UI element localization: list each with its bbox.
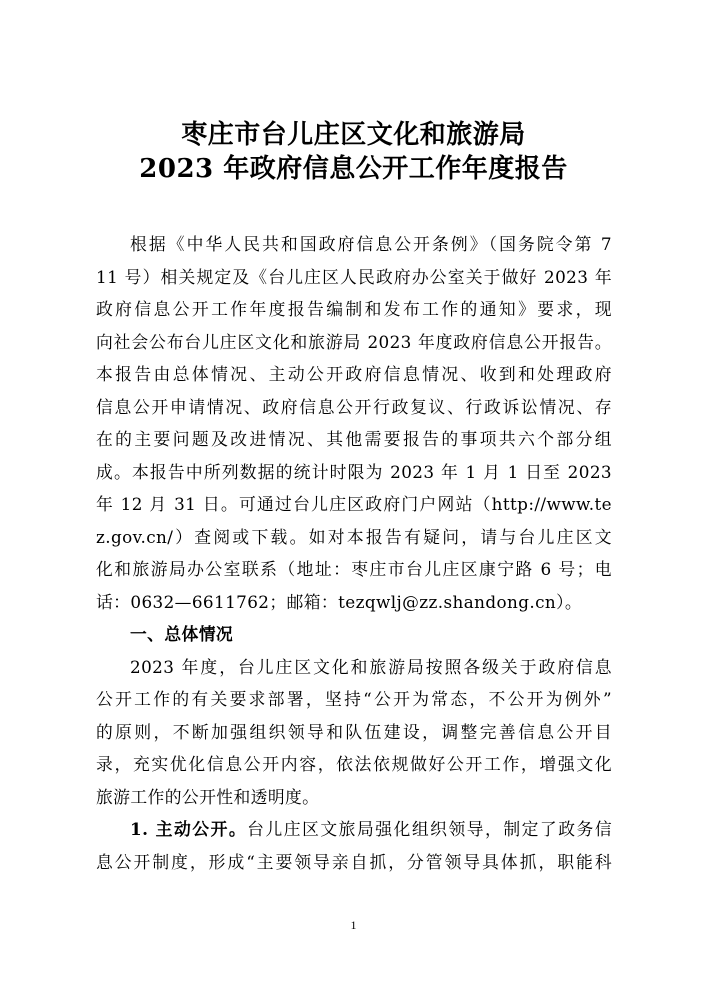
section-line: 2023 年度，台儿庄区文化和旅游局按照各级关于政府信息 [130,656,612,677]
intro-line: 化和旅游局办公室联系（地址：枣庄市台儿庄区康宁路 6 号；电 [96,559,612,579]
intro-line: z.gov.cn/）查阅或下载。如对本报告有疑问，请与台儿庄区文 [96,526,612,547]
item-line: 息公开制度，形成“主要领导亲自抓，分管领导具体抓，职能科 [96,851,612,872]
intro-line: 话：0632—6611762；邮箱：tezqwlj@zz.shandong.cn）。 [96,591,583,612]
intro-line: 本报告由总体情况、主动公开政府信息情况、收到和处理政府 [96,364,612,384]
item-label: 1. 主动公开。 [130,819,248,839]
intro-line: 11 号）相关规定及《台儿庄区人民政府办公室关于做好 2023 年 [96,266,612,287]
intro-line: 根据《中华人民共和国政府信息公开条例》（国务院令第 7 [130,234,612,254]
intro-line: 信息公开申请情况、政府信息公开行政复议、行政诉讼情况、存 [96,396,612,417]
item-text: 台儿庄区文旅局强化组织领导，制定了政务信 [247,819,612,839]
section-heading: 一、总体情况 [130,624,234,644]
document-title-line-2: 2023 年政府信息公开工作年度报告 [139,154,568,184]
intro-line: 向社会公布台儿庄区文化和旅游局 2023 年度政府信息公开报告。 [96,331,612,352]
intro-line: 年 12 月 31 日。可通过台儿庄区政府门户网站（http://www.te [96,494,612,514]
intro-line: 成。本报告中所列数据的统计时限为 2023 年 1 月 1 日至 2023 [96,461,612,482]
section-line: 的原则，不断加强组织领导和队伍建设，调整完善信息公开目 [96,721,612,742]
document-body [96,228,612,878]
page-number: 1 [350,918,357,932]
intro-line: 在的主要问题及改进情况、其他需要报告的事项共六个部分组 [96,429,612,449]
item-line [96,813,612,846]
section-line: 公开工作的有关要求部署，坚持“公开为常态，不公开为例外” [96,689,612,709]
section-line: 旅游工作的公开性和透明度。 [96,786,320,807]
section-line: 录，充实优化信息公开内容，依法依规做好公开工作，增强文化 [96,754,612,774]
document-title-line-1: 枣庄市台儿庄区文化和旅游局 [181,120,526,150]
intro-line: 政府信息公开工作年度报告编制和发布工作的通知》要求，现 [96,299,612,319]
